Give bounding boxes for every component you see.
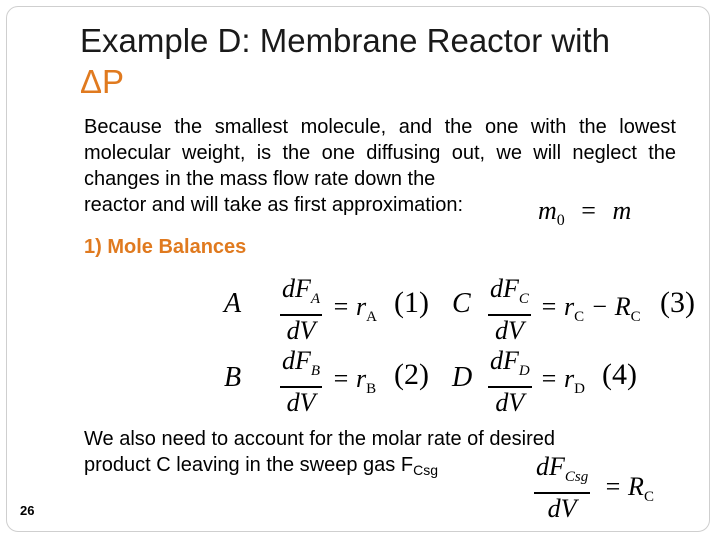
sweep-gas-subscript: Csg (413, 462, 438, 478)
balance-b-fraction (280, 346, 322, 418)
balance-d-rhs: = $r_D$ (540, 364, 586, 398)
species-d-label: D (452, 362, 473, 393)
page-number: 26 (20, 503, 35, 518)
sweep-gas-line-2: product C leaving in the sweep gas F (84, 454, 414, 476)
balance-c-fraction (488, 274, 531, 346)
mass-flow-lhs-sub: 0 (556, 212, 565, 229)
sweep-fraction (534, 452, 590, 524)
balance-b-numerator: $dF_B$ (282, 346, 321, 380)
mass-flow-lhs: m (538, 196, 557, 225)
mass-flow-rhs: m (612, 196, 632, 225)
balance-b-denominator: dV (286, 388, 316, 418)
balance-a-numerator: $dF_A$ (282, 274, 321, 308)
balance-d-denominator: dV (495, 388, 525, 418)
intro-paragraph-main: Because the smallest molecule, and the one with the lowest molecular weight, is the one diffusing out, we will neglect the changes in the mass flow rate down the (84, 116, 676, 190)
sweep-denominator: dV (547, 494, 577, 524)
balance-c-number: (3) (660, 286, 695, 319)
balance-a-rhs: = $r_A$ (332, 292, 378, 326)
balance-d-fraction (488, 346, 532, 418)
section-heading: 1) Mole Balances (84, 236, 247, 258)
title-line-2: ΔP (80, 63, 125, 100)
mass-flow-equation (538, 196, 631, 230)
balance-b-number: (2) (394, 358, 429, 391)
intro-paragraph-last: reactor and will take as first approximation: (84, 194, 464, 216)
mass-flow-equals: = (581, 196, 596, 225)
balance-a-fraction (280, 274, 322, 346)
slide-title (80, 20, 610, 102)
species-a-label: A (224, 288, 242, 319)
balance-c-numerator: $dF_C$ (490, 274, 529, 308)
sweep-gas-line-1: We also need to account for the molar rate of desired (84, 428, 556, 450)
sweep-gas-paragraph (84, 426, 684, 483)
balance-c-rhs: = $r_C - R_C$ (540, 292, 641, 326)
sweep-rhs: = $R_C$ (604, 472, 654, 506)
balance-c-denominator: dV (495, 316, 524, 346)
balance-a-denominator: dV (286, 316, 316, 346)
sweep-numerator: $dF_{Csg}$ (536, 452, 589, 486)
species-c-label: C (452, 288, 471, 319)
title-line-1: Example D: Membrane Reactor with (80, 22, 611, 59)
balance-d-number: (4) (602, 358, 637, 391)
balance-d-numerator: $dF_D$ (490, 346, 530, 380)
balance-a-number: (1) (394, 286, 429, 319)
species-b-label: B (224, 362, 242, 393)
balance-b-rhs: = $r_B$ (332, 364, 377, 398)
